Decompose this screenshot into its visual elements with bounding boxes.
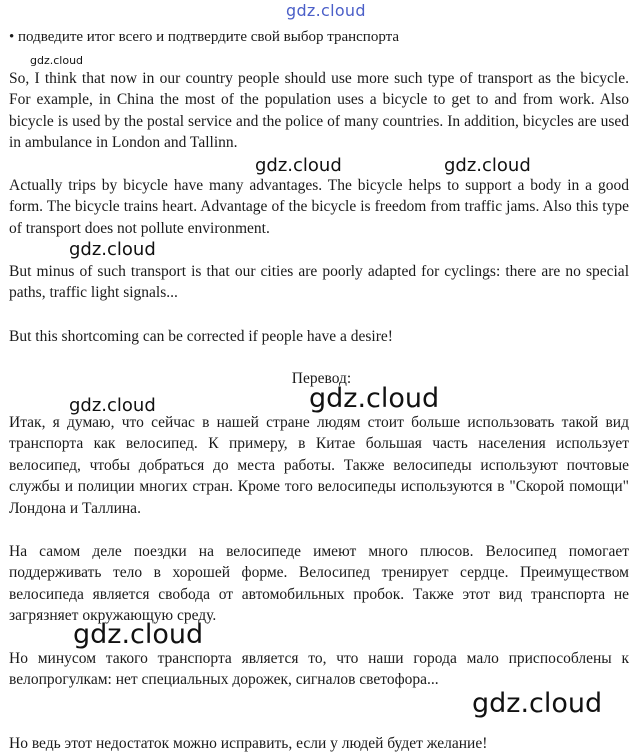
watermark-6: gdz.cloud bbox=[73, 619, 204, 650]
watermark-3: gdz.cloud bbox=[69, 239, 156, 260]
watermark-1: gdz.cloud bbox=[255, 155, 342, 176]
russian-paragraph-1: Итак, я думаю, что сейчас в нашей стране людям стоит больше использовать такой вид транспорта как велосипед. К примеру, в Китае большая часть населения использует велосипед, чтобы добраться до места работы. Также велосипеды используют почтовые службы и полиции многих стран. Кроме того велосипеды используются в "Скорой помощи" Лондона и Таллина. bbox=[9, 414, 629, 517]
english-paragraph-4: But this shortcoming can be corrected if people have a desire! bbox=[9, 328, 393, 345]
watermark-small: gdz.cloud bbox=[30, 54, 84, 67]
translation-heading: Перевод: bbox=[291, 370, 352, 387]
watermark-4: gdz.cloud bbox=[69, 395, 156, 416]
english-paragraph-2: Actually trips by bicycle have many advantages. The bicycle helps to support a body in a good form. The bicycle trains heart. Advantage of the bicycle is freedom from traffic jams. Also this type of transport does not pollute environment. bbox=[9, 177, 629, 237]
watermark-7: gdz.cloud bbox=[472, 688, 603, 719]
watermark-5: gdz.cloud bbox=[309, 383, 440, 414]
english-paragraph-1: So, I think that now in our country people should use more such type of transport as the bicycle. For example, in China the most of the population uses a bicycle to get to and from work. Also bicycle is used by the postal service and the police of many countries. In addition, bicycles are used in ambulance in London and Tallinn. bbox=[9, 70, 629, 152]
watermark-2: gdz.cloud bbox=[444, 155, 531, 176]
english-paragraph-3: But minus of such transport is that our cities are poorly adapted for cyclings: there are no special paths, traffic light signals... bbox=[9, 263, 629, 302]
russian-paragraph-4: Но ведь этот недостаток можно исправить, если у людей будет желание! bbox=[9, 735, 488, 752]
russian-paragraph-3: Но минусом такого транспорта является то, что наши города мало приспособлены к велопрогулкам: нет специальных дорожек, сигналов светофора... bbox=[9, 650, 629, 689]
task-bullet: • подведите итог всего и подтвердите свой выбор транспорта bbox=[9, 29, 400, 45]
russian-paragraph-2: На самом деле поездки на велосипеде имеют много плюсов. Велосипед помогает поддерживать тело в хорошей форме. Велосипед тренирует сердце. Преимуществом велосипеда является свобода от автомобильных пробок. Также этот вид транспорта не загрязняет окружающую среду. bbox=[9, 543, 629, 625]
watermark-top: gdz.cloud bbox=[286, 1, 366, 20]
